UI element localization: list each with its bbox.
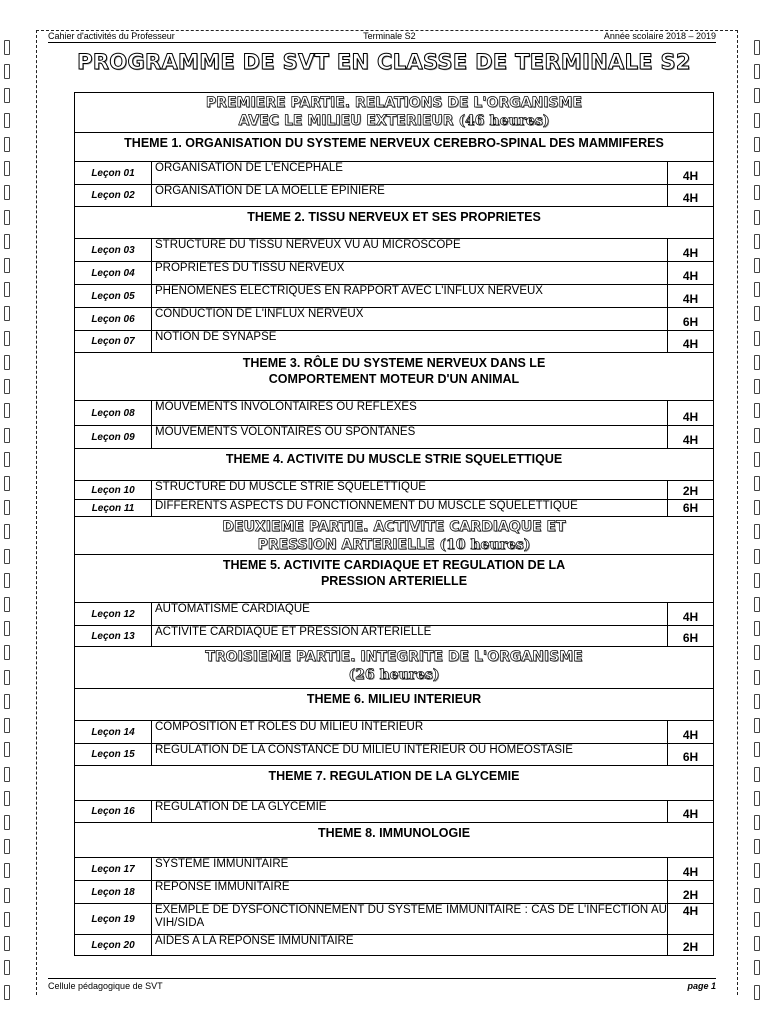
lesson-name: SYSTEME IMMUNITAIRE bbox=[152, 858, 668, 881]
lesson-name: PHENOMENES ELECTRIQUES EN RAPPORT AVEC L'INFLUX NERVEUX bbox=[152, 285, 668, 308]
lesson-name: REGULATION DE LA GLYCEMIE bbox=[152, 801, 668, 823]
lesson-hours: 4H bbox=[668, 262, 714, 285]
lesson-label: Leçon 18 bbox=[75, 881, 152, 904]
table-row bbox=[75, 626, 714, 647]
lesson-name: CONDUCTION DE L'INFLUX NERVEUX bbox=[152, 308, 668, 331]
theme-4-title: THEME 4. ACTIVITE DU MUSCLE STRIE SQUELETTIQUE bbox=[225, 452, 563, 466]
lesson-label: Leçon 14 bbox=[75, 721, 152, 744]
lesson-hours: 4H bbox=[668, 185, 714, 207]
lesson-label: Leçon 08 bbox=[75, 401, 152, 426]
lesson-name: NOTION DE SYNAPSE bbox=[152, 331, 668, 353]
part-2-line2: PRESSION ARTERIELLE bbox=[257, 537, 435, 553]
part-2-hours: (10 heures) bbox=[439, 537, 531, 553]
lesson-hours: 4H bbox=[668, 426, 714, 449]
table-row bbox=[75, 603, 714, 626]
theme-1 bbox=[75, 133, 714, 162]
table-row bbox=[75, 162, 714, 185]
lesson-name: MOUVEMENTS INVOLONTAIRES OU REFLEXES bbox=[152, 401, 668, 426]
lesson-hours: 6H bbox=[668, 500, 714, 517]
theme-5 bbox=[75, 555, 714, 603]
table-row bbox=[75, 308, 714, 331]
lesson-label: Leçon 13 bbox=[75, 626, 152, 647]
lesson-name: ORGANISATION DE L'ENCEPHALE bbox=[152, 162, 668, 185]
theme-3-line1: THEME 3. RÔLE DU SYSTEME NERVEUX DANS LE bbox=[242, 356, 546, 370]
lesson-label: Leçon 16 bbox=[75, 801, 152, 823]
lesson-hours: 4H bbox=[668, 603, 714, 626]
lesson-hours: 4H bbox=[668, 162, 714, 185]
lesson-hours: 4H bbox=[668, 401, 714, 426]
part-2-heading bbox=[75, 517, 714, 555]
table-row bbox=[75, 401, 714, 426]
table-row bbox=[75, 801, 714, 823]
theme-2-title: THEME 2. TISSU NERVEUX ET SES PROPRIETES bbox=[247, 210, 541, 224]
footer-left: Cellule pédagogique de SVT bbox=[48, 981, 163, 991]
table-row bbox=[75, 285, 714, 308]
table-row bbox=[75, 481, 714, 500]
lesson-hours: 6H bbox=[668, 744, 714, 766]
lesson-label: Leçon 06 bbox=[75, 308, 152, 331]
programme-table bbox=[74, 92, 714, 956]
part-1-heading bbox=[75, 93, 714, 133]
lesson-hours: 4H bbox=[668, 721, 714, 744]
table-row bbox=[75, 426, 714, 449]
table-row bbox=[75, 239, 714, 262]
theme-6 bbox=[75, 689, 714, 721]
lesson-name: REPONSE IMMUNITAIRE bbox=[152, 881, 668, 904]
header-center: Terminale S2 bbox=[363, 31, 416, 41]
page-number: page 1 bbox=[687, 981, 716, 991]
lesson-label: Leçon 12 bbox=[75, 603, 152, 626]
part-3-line1: TROISIEME PARTIE. INTEGRITE DE L'ORGANISME bbox=[205, 649, 583, 665]
part-3-hours: (26 heures) bbox=[348, 667, 440, 683]
theme-2 bbox=[75, 207, 714, 239]
part-3-heading bbox=[75, 647, 714, 689]
table-row bbox=[75, 262, 714, 285]
part-1-line1: PREMIERE PARTIE. RELATIONS DE L'ORGANISME bbox=[205, 95, 583, 111]
table-row bbox=[75, 935, 714, 956]
table-row bbox=[75, 744, 714, 766]
lesson-label: Leçon 10 bbox=[75, 481, 152, 500]
theme-5-line1: THEME 5. ACTIVITE CARDIAQUE ET REGULATION DE LA bbox=[222, 558, 566, 572]
theme-7-title: THEME 7. REGULATION DE LA GLYCEMIE bbox=[268, 769, 520, 783]
lesson-name: STRUCTURE DU MUSCLE STRIE SQUELETTIQUE bbox=[152, 481, 668, 500]
lesson-name: REGULATION DE LA CONSTANCE DU MILIEU INTERIEUR OU HOMEOSTASIE bbox=[152, 744, 668, 766]
binder-marks-left bbox=[4, 40, 14, 1000]
part-1-line2: AVEC LE MILIEU EXTERIEUR bbox=[238, 113, 454, 129]
lesson-hours: 4H bbox=[668, 858, 714, 881]
lesson-hours: 4H bbox=[668, 801, 714, 823]
page-title: PROGRAMME DE SVT EN CLASSE DE TERMINALE S2 bbox=[77, 50, 691, 74]
lesson-label: Leçon 17 bbox=[75, 858, 152, 881]
header-right: Année scolaire 2018 – 2019 bbox=[603, 31, 716, 41]
lesson-label: Leçon 19 bbox=[75, 904, 152, 935]
lesson-name: STRUCTURE DU TISSU NERVEUX VU AU MICROSCOPE bbox=[152, 239, 668, 262]
lesson-name: MOUVEMENTS VOLONTAIRES OU SPONTANES bbox=[152, 426, 668, 449]
lesson-name: COMPOSITION ET ROLES DU MILIEU INTERIEUR bbox=[152, 721, 668, 744]
lesson-hours: 2H bbox=[668, 481, 714, 500]
lesson-label: Leçon 05 bbox=[75, 285, 152, 308]
lesson-label: Leçon 04 bbox=[75, 262, 152, 285]
part-2-line1: DEUXIEME PARTIE. ACTIVITE CARDIAQUE ET bbox=[222, 519, 566, 535]
part-1-hours: (46 heures) bbox=[458, 113, 550, 129]
lesson-hours: 6H bbox=[668, 308, 714, 331]
lesson-label: Leçon 07 bbox=[75, 331, 152, 353]
lesson-label: Leçon 02 bbox=[75, 185, 152, 207]
table-row bbox=[75, 331, 714, 353]
lesson-hours: 2H bbox=[668, 935, 714, 956]
lesson-name: PROPRIETES DU TISSU NERVEUX bbox=[152, 262, 668, 285]
lesson-label: Leçon 09 bbox=[75, 426, 152, 449]
lesson-hours: 4H bbox=[668, 904, 714, 935]
lesson-name: DIFFERENTS ASPECTS DU FONCTIONNEMENT DU MUSCLE SQUELETTIQUE bbox=[152, 500, 668, 517]
page-header bbox=[48, 31, 716, 43]
header-left: Cahier d'activités du Professeur bbox=[48, 31, 175, 41]
lesson-name: EXEMPLE DE DYSFONCTIONNEMENT DU SYSTEME IMMUNITAIRE : CAS DE L'INFECTION AU VIH/SIDA bbox=[152, 904, 668, 935]
lesson-hours: 4H bbox=[668, 331, 714, 353]
theme-1-title: THEME 1. ORGANISATION DU SYSTEME NERVEUX CEREBRO-SPINAL DES MAMMIFERES bbox=[124, 136, 664, 150]
lesson-hours: 2H bbox=[668, 881, 714, 904]
lesson-label: Leçon 15 bbox=[75, 744, 152, 766]
table-row bbox=[75, 858, 714, 881]
lesson-name: AUTOMATISME CARDIAQUE bbox=[152, 603, 668, 626]
page-footer bbox=[48, 978, 716, 991]
table-row bbox=[75, 721, 714, 744]
theme-4 bbox=[75, 449, 714, 481]
table-row bbox=[75, 881, 714, 904]
theme-3 bbox=[75, 353, 714, 401]
theme-5-line2: PRESSION ARTERIELLE bbox=[320, 574, 468, 588]
lesson-name: AIDES A LA REPONSE IMMUNITAIRE bbox=[152, 935, 668, 956]
lesson-name: ACTIVITE CARDIAQUE ET PRESSION ARTERIELLE bbox=[152, 626, 668, 647]
lesson-label: Leçon 20 bbox=[75, 935, 152, 956]
lesson-hours: 4H bbox=[668, 285, 714, 308]
lesson-label: Leçon 11 bbox=[75, 500, 152, 517]
theme-8 bbox=[75, 823, 714, 858]
lesson-hours: 6H bbox=[668, 626, 714, 647]
lesson-label: Leçon 03 bbox=[75, 239, 152, 262]
theme-8-title: THEME 8. IMMUNOLOGIE bbox=[317, 826, 471, 840]
binder-marks-right bbox=[754, 40, 764, 1000]
lesson-hours: 4H bbox=[668, 239, 714, 262]
theme-7 bbox=[75, 766, 714, 801]
theme-3-line2: COMPORTEMENT MOTEUR D'UN ANIMAL bbox=[268, 372, 520, 386]
theme-6-title: THEME 6. MILIEU INTERIEUR bbox=[306, 692, 482, 706]
lesson-label: Leçon 01 bbox=[75, 162, 152, 185]
table-row bbox=[75, 185, 714, 207]
lesson-name: ORGANISATION DE LA MOELLE EPINIERE bbox=[152, 185, 668, 207]
table-row bbox=[75, 500, 714, 517]
table-row bbox=[75, 904, 714, 935]
